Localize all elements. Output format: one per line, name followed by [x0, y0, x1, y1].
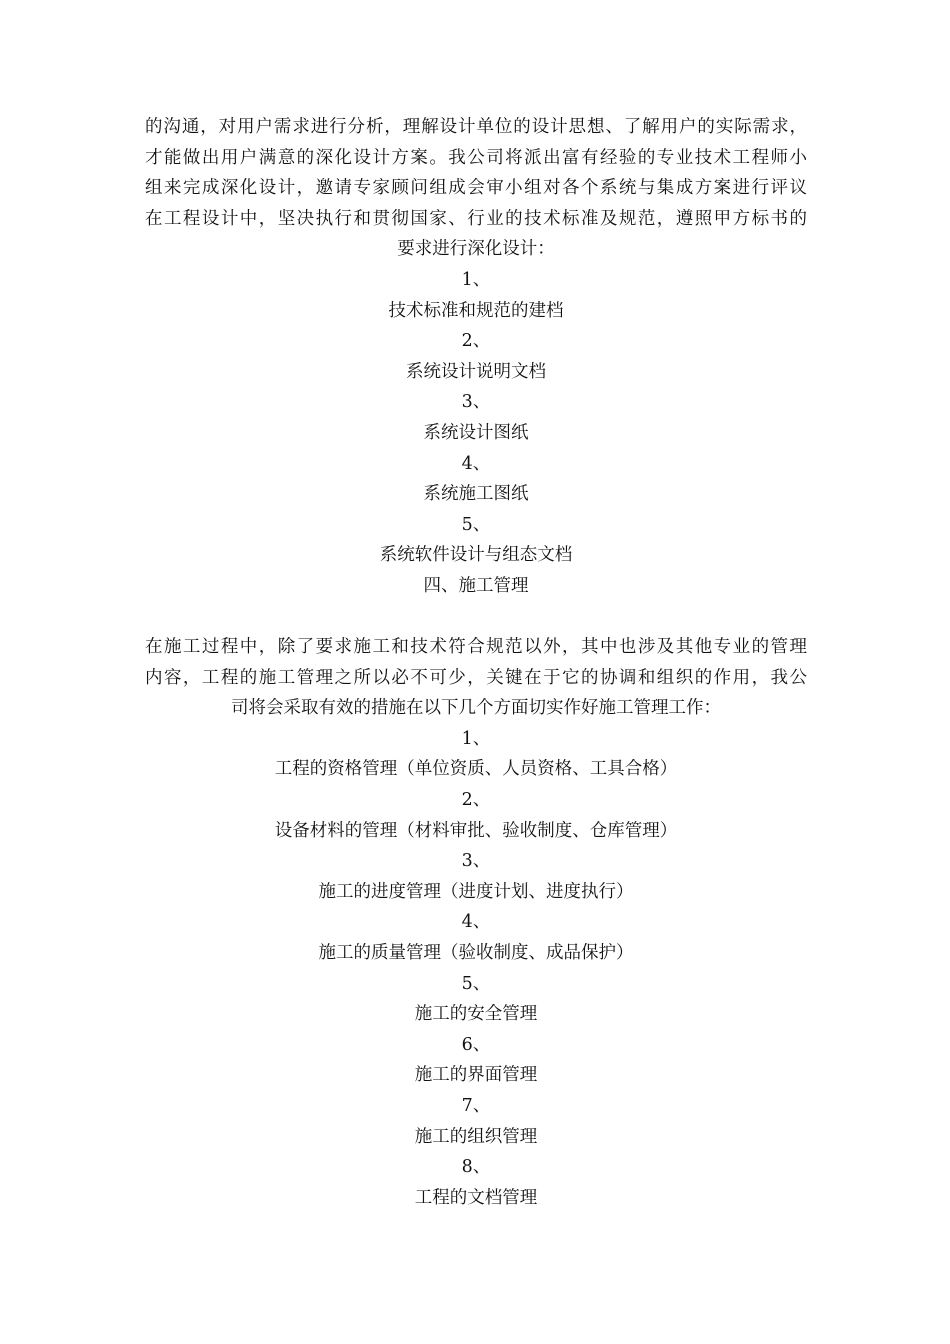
list-item-text: 工程的资格管理（单位资质、人员资格、工具合格）: [274, 759, 678, 780]
list-item-text: 系统设计说明文档: [406, 361, 546, 382]
list-item-text: 施工的界面管理: [414, 1065, 538, 1086]
list-item-number: 1、: [461, 269, 491, 290]
list-item-number: 6、: [461, 1034, 491, 1055]
paragraph-line: 才能做出用户满意的深化设计方案。我公司将派出富有经验的专业技术工程师小: [145, 147, 807, 168]
document-content: [145, 112, 807, 1213]
list-item-number: 4、: [461, 453, 491, 474]
list-item-number: 1、: [461, 728, 491, 749]
list-item-number: 5、: [461, 514, 491, 535]
design-paragraph: [145, 112, 807, 265]
paragraph-line: 的沟通，对用户需求进行分析，理解设计单位的设计思想、了解用户的实际需求，: [145, 117, 807, 137]
list-item-number: 7、: [461, 1096, 491, 1116]
management-list: [145, 724, 807, 1214]
paragraph-line: 内容，工程的施工管理之所以必不可少，关键在于它的协调和组织的作用，我公: [145, 667, 807, 688]
list-item-text: 设备材料的管理（材料审批、验收制度、仓库管理）: [274, 820, 678, 841]
list-item-text: 系统软件设计与组态文档: [379, 545, 573, 566]
paragraph-line: 在施工过程中，除了要求施工和技术符合规范以外，其中也涉及其他专业的管理: [145, 637, 807, 658]
list-item-number: 2、: [461, 790, 491, 811]
list-item-number: 3、: [461, 392, 491, 413]
section-heading: 四、施工管理: [423, 575, 529, 596]
list-item-text: 工程的文档管理: [414, 1187, 538, 1208]
list-item-text: 施工的质量管理（验收制度、成品保护）: [318, 943, 634, 964]
list-item-number: 2、: [461, 331, 491, 352]
blank-line: [145, 602, 807, 633]
list-item-text: 系统设计图纸: [423, 422, 529, 443]
list-item-text: 施工的进度管理（进度计划、进度执行）: [318, 881, 634, 902]
list-item-number: 4、: [461, 912, 491, 933]
paragraph-line: 司将会采取有效的措施在以下几个方面切实作好施工管理工作：: [231, 698, 721, 719]
list-item-text: 技术标准和规范的建档: [388, 300, 564, 321]
paragraph-line: 组来完成深化设计，邀请专家顾问组成会审小组对各个系统与集成方案进行评议: [145, 178, 807, 199]
paragraph-line: 在工程设计中，坚决执行和贯彻国家、行业的技术标准及规范，遵照甲方标书的: [145, 208, 807, 229]
list-item-text: 施工的组织管理: [414, 1126, 538, 1147]
list-item-text: 施工的安全管理: [414, 1004, 538, 1025]
construction-paragraph: [145, 632, 807, 724]
list-item-text: 系统施工图纸: [423, 484, 529, 505]
list-item-number: 3、: [461, 851, 491, 872]
list-item-number: 8、: [461, 1157, 491, 1178]
paragraph-line: 要求进行深化设计：: [397, 239, 555, 260]
design-document-list: [145, 265, 807, 571]
list-item-number: 5、: [461, 973, 491, 994]
